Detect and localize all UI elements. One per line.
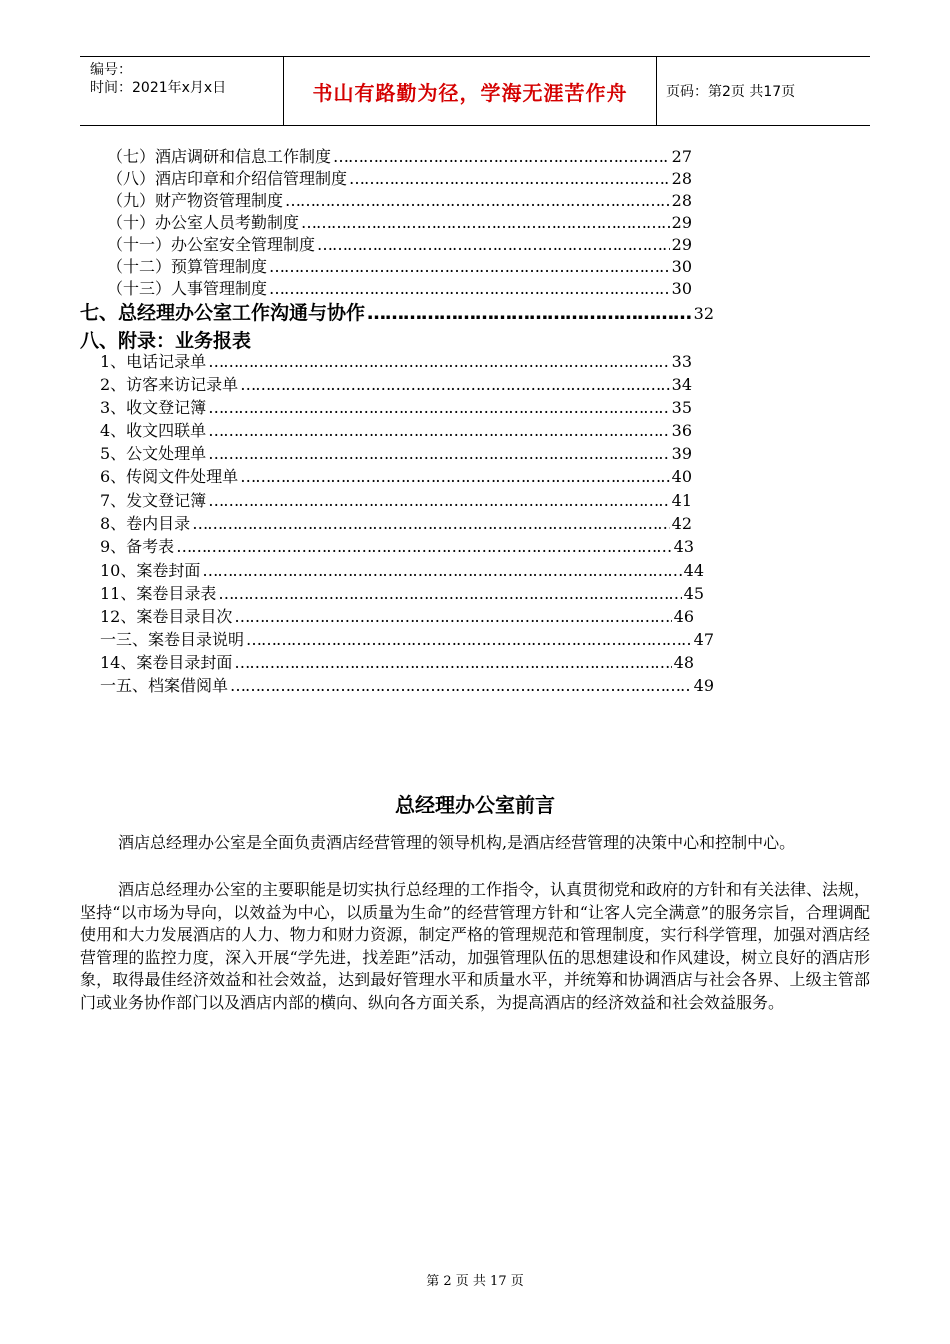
page-header bbox=[80, 56, 870, 126]
toc-entry-label: 5、公文处理单 bbox=[100, 444, 207, 463]
toc-entry bbox=[100, 466, 692, 488]
toc-leader-dots bbox=[192, 513, 669, 535]
toc-entry-page: 43 bbox=[673, 537, 694, 556]
toc-entry bbox=[107, 168, 692, 190]
toc-leader-dots bbox=[317, 234, 670, 256]
toc-entry-page: 35 bbox=[671, 398, 692, 417]
toc-entry-page: 48 bbox=[673, 653, 694, 672]
toc-entry bbox=[107, 234, 692, 256]
toc-leader-dots bbox=[240, 466, 669, 488]
toc-entry-page: 39 bbox=[671, 444, 692, 463]
toc-leader-dots bbox=[349, 168, 670, 190]
document-number-label: 编号： bbox=[90, 62, 132, 78]
toc-entry-label: （十二）预算管理制度 bbox=[107, 257, 268, 276]
toc-entry bbox=[100, 351, 692, 373]
preface-paragraph: 酒店总经理办公室的主要职能是切实执行总经理的工作指令，认真贯彻党和政府的方针和有关法律、法规，坚持“以市场为导向，以效益为中心，以质量为生命”的经营管理方针和“让客人完全满意”的服务宗旨，合理调配使用和大力发展酒店的人力、物力和财力资源，制定严格的管理规范和管理制度，实行科学管理，加强对酒店经营管理的监控力度，深入开展“学先进，找差距”活动，加强管理队伍的思想建设和作风建设，树立良好的酒店形象，取得最佳经济效益和社会效益，达到最好管理水平和质量水平，并统筹和协调酒店与社会各界、上级主管部门或业务协作部门以及酒店内部的横向、纵向各方面关系，为提高酒店的经济效益和社会效益服务。 bbox=[80, 880, 871, 1012]
toc-entry-page: 30 bbox=[671, 279, 692, 298]
toc-entry-page: 46 bbox=[673, 607, 694, 626]
toc-entry-page: 47 bbox=[693, 630, 714, 649]
toc-entry-label: 14、案卷目录封面 bbox=[100, 653, 233, 672]
preface-paragraph: 酒店总经理办公室是全面负责酒店经营管理的领导机构,是酒店经营管理的决策中心和控制中心。 bbox=[118, 833, 796, 852]
toc-entry-label: 12、案卷目录目次 bbox=[100, 607, 233, 626]
toc-entry-page: 32 bbox=[693, 304, 714, 323]
toc-leader-dots bbox=[208, 490, 669, 512]
page-footer: 第 2 页 共 17 页 bbox=[426, 1274, 524, 1289]
toc-entry-label: 3、收文登记簿 bbox=[100, 398, 207, 417]
toc-entry bbox=[107, 212, 692, 234]
section-heading-appendix: 八、附录：业务报表 bbox=[80, 330, 252, 352]
toc-leader-dots bbox=[208, 397, 669, 419]
toc-leader-dots bbox=[208, 443, 669, 465]
toc-entry-label: （十三）人事管理制度 bbox=[107, 279, 268, 298]
toc-entry bbox=[100, 629, 714, 651]
toc-leader-dots bbox=[230, 675, 692, 697]
toc-entry-label: （七）酒店调研和信息工作制度 bbox=[107, 147, 332, 166]
header-meta bbox=[80, 57, 283, 125]
toc-entry-label: 9、备考表 bbox=[100, 537, 175, 556]
toc-entry-page: 29 bbox=[671, 213, 692, 232]
toc-entry bbox=[100, 513, 692, 535]
toc-leader-dots bbox=[240, 374, 669, 396]
toc-entry-page: 30 bbox=[671, 257, 692, 276]
toc-entry bbox=[100, 536, 694, 558]
toc-entry-page: 36 bbox=[671, 421, 692, 440]
toc-leader-dots bbox=[234, 606, 671, 628]
toc-leader-dots bbox=[208, 351, 669, 373]
toc-entry-label: 一三、案卷目录说明 bbox=[100, 630, 245, 649]
toc-entry-page: 44 bbox=[683, 561, 704, 580]
toc-entry-page: 34 bbox=[671, 375, 692, 394]
toc-entry bbox=[100, 420, 692, 442]
toc-entry-label: 一五、档案借阅单 bbox=[100, 676, 229, 695]
toc-entry-label: 11、案卷目录表 bbox=[100, 584, 217, 603]
toc-entry-label: 6、传阅文件处理单 bbox=[100, 467, 239, 486]
toc-leader-dots bbox=[234, 652, 671, 674]
toc-entry-label: 1、电话记录单 bbox=[100, 352, 207, 371]
toc-leader-dots bbox=[269, 256, 670, 278]
toc-leader-dots bbox=[218, 583, 681, 605]
toc-leader-dots bbox=[176, 536, 671, 558]
toc-leader-dots bbox=[301, 212, 670, 234]
header-page-info: 页码：第2页 共17页 bbox=[666, 84, 796, 100]
toc-entry-page: 41 bbox=[671, 491, 692, 510]
toc-entry bbox=[100, 652, 694, 674]
toc-section-label: 七、总经理办公室工作沟通与协作 bbox=[80, 302, 366, 324]
toc-entry-page: 29 bbox=[671, 235, 692, 254]
header-motto-cell bbox=[283, 57, 657, 125]
toc-leader-dots bbox=[367, 302, 692, 324]
toc-entry-page: 27 bbox=[671, 147, 692, 166]
toc-entry bbox=[107, 256, 692, 278]
toc-entry bbox=[100, 397, 692, 419]
toc-section-entry bbox=[80, 302, 714, 325]
toc-leader-dots bbox=[285, 190, 670, 212]
toc-entry-page: 28 bbox=[671, 169, 692, 188]
toc-entry-label: （十）办公室人员考勤制度 bbox=[107, 213, 300, 232]
toc-entry bbox=[100, 675, 714, 697]
toc-entry-label: （十一）办公室安全管理制度 bbox=[107, 235, 316, 254]
toc-entry-page: 28 bbox=[671, 191, 692, 210]
toc-entry-label: 4、收文四联单 bbox=[100, 421, 207, 440]
header-motto: 书山有路勤为径，学海无涯苦作舟 bbox=[312, 80, 628, 105]
toc-entry bbox=[100, 560, 704, 582]
toc-entry-page: 40 bbox=[671, 467, 692, 486]
toc-leader-dots bbox=[202, 560, 681, 582]
toc-entry bbox=[100, 583, 704, 605]
toc-entry bbox=[107, 146, 692, 168]
toc-leader-dots bbox=[269, 278, 670, 300]
toc-entry bbox=[100, 374, 692, 396]
toc-entry-page: 42 bbox=[671, 514, 692, 533]
preface-title: 总经理办公室前言 bbox=[395, 793, 555, 817]
document-time-label: 时间：2021年x月x日 bbox=[90, 80, 227, 96]
toc-entry-page: 49 bbox=[693, 676, 714, 695]
toc-entry-label: 2、访客来访记录单 bbox=[100, 375, 239, 394]
toc-entry bbox=[100, 490, 692, 512]
toc-entry bbox=[100, 606, 694, 628]
toc-entry-page: 45 bbox=[683, 584, 704, 603]
toc-entry-page: 33 bbox=[671, 352, 692, 371]
toc-leader-dots bbox=[246, 629, 692, 651]
toc-leader-dots bbox=[333, 146, 670, 168]
toc-entry-label: 8、卷内目录 bbox=[100, 514, 191, 533]
toc-entry bbox=[100, 443, 692, 465]
toc-leader-dots bbox=[208, 420, 669, 442]
toc-entry-label: （九）财产物资管理制度 bbox=[107, 191, 284, 210]
toc-entry-label: 7、发文登记簿 bbox=[100, 491, 207, 510]
toc-entry bbox=[107, 190, 692, 212]
toc-entry-label: 10、案卷封面 bbox=[100, 561, 201, 580]
toc-entry-label: （八）酒店印章和介绍信管理制度 bbox=[107, 169, 348, 188]
toc-entry bbox=[107, 278, 692, 300]
